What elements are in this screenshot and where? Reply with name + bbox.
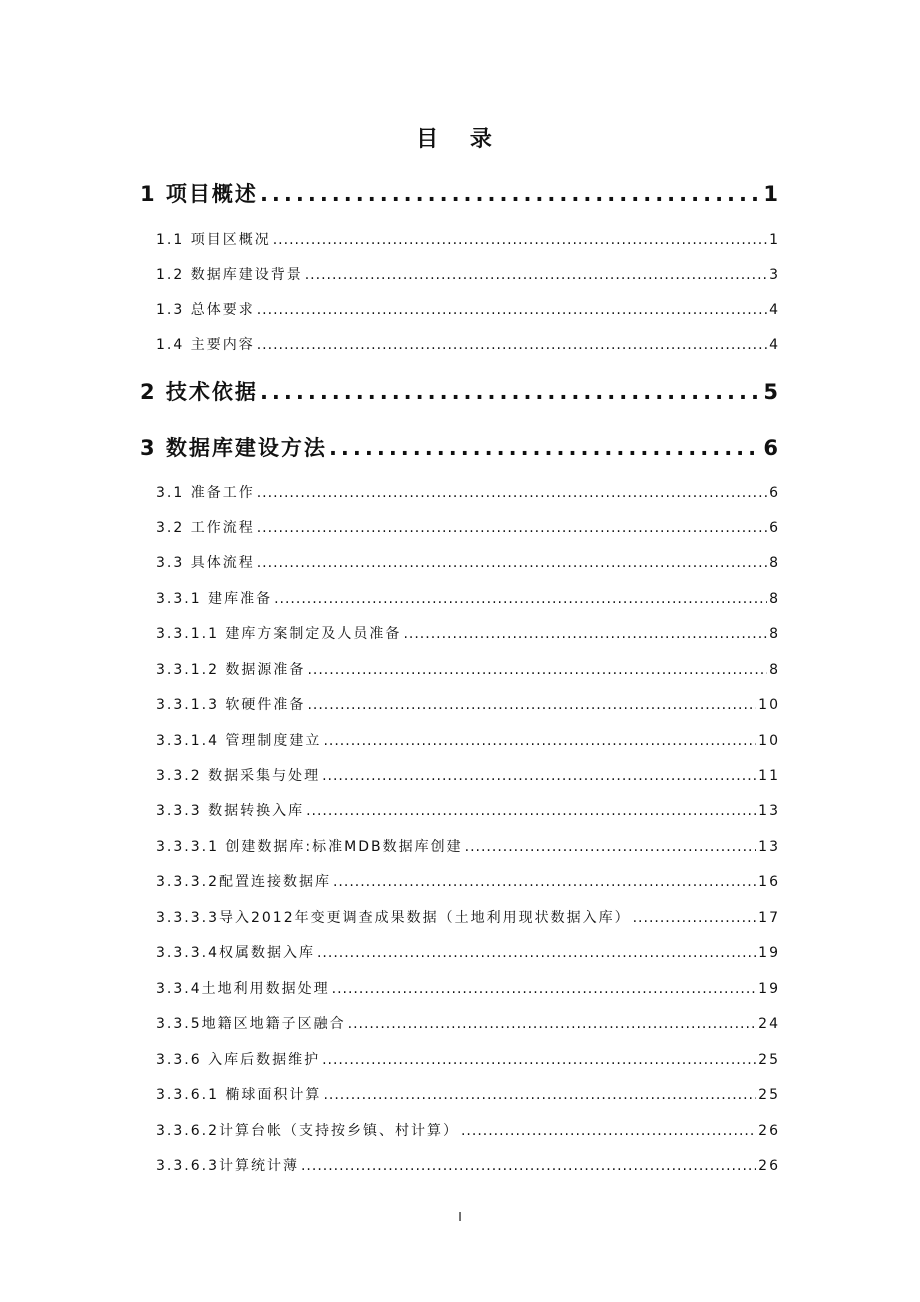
toc-page-number: 26 <box>758 1158 780 1174</box>
toc-label: 3.3.3 数据转换入库 <box>156 803 305 819</box>
leader-dots <box>307 697 756 713</box>
toc-page-number: 5 <box>763 380 780 404</box>
toc-page-number: 8 <box>769 662 780 678</box>
toc-entry-3-3-1-3[interactable] <box>156 694 780 714</box>
toc-page-number: 8 <box>769 591 780 607</box>
toc-page-number: 8 <box>769 555 780 571</box>
toc-entry-1-2[interactable] <box>156 264 780 284</box>
toc-entry-1-4[interactable] <box>156 334 780 354</box>
toc-label: 3.2 工作流程 <box>156 520 255 536</box>
toc-page-number: 10 <box>758 733 780 749</box>
toc-label: 3.1 准备工作 <box>156 485 255 501</box>
toc-label: 1.4 主要内容 <box>156 337 255 353</box>
toc-entry-3-3-3[interactable] <box>156 800 780 820</box>
toc-page-number: 6 <box>769 520 780 536</box>
toc-label: 3.3.1.3 软硬件准备 <box>156 697 306 713</box>
leader-dots <box>465 839 757 855</box>
toc-chapter-1[interactable] <box>140 178 780 208</box>
toc-page-number: 26 <box>758 1123 780 1139</box>
toc-entry-3-3-3-4[interactable] <box>156 942 780 962</box>
toc-label: 3.3.1 建库准备 <box>156 591 273 607</box>
leader-dots <box>260 182 761 206</box>
leader-dots <box>307 662 767 678</box>
leader-dots <box>333 874 756 890</box>
toc-entry-1-3[interactable] <box>156 299 780 319</box>
leader-dots <box>305 267 767 283</box>
toc-page-number: 4 <box>769 337 780 353</box>
toc-entry-3-3-6-1[interactable] <box>156 1084 780 1104</box>
leader-dots <box>260 380 761 404</box>
toc-label: 3.3.3.4权属数据入库 <box>156 945 315 961</box>
leader-dots <box>322 768 756 784</box>
toc-entry-3-3-1[interactable] <box>156 588 780 608</box>
toc-page-number: 6 <box>763 436 780 460</box>
toc-label: 3.3.3.2配置连接数据库 <box>156 874 331 890</box>
toc-label: 3.3.6.1 椭球面积计算 <box>156 1087 322 1103</box>
toc-entry-3-3-6-3[interactable] <box>156 1155 780 1175</box>
toc-label: 3.3.2 数据采集与处理 <box>156 768 321 784</box>
toc-entry-3-3-1-1[interactable] <box>156 623 780 643</box>
toc-page-number: 3 <box>769 267 780 283</box>
leader-dots <box>257 302 767 318</box>
leader-dots <box>301 1158 756 1174</box>
toc-entry-3-3-1-2[interactable] <box>156 659 780 679</box>
toc-entry-3-3-4[interactable] <box>156 978 780 998</box>
toc-label: 1.3 总体要求 <box>156 302 255 318</box>
leader-dots <box>274 591 767 607</box>
toc-label: 2 技术依据 <box>140 380 258 404</box>
toc-page-number: 11 <box>758 768 780 784</box>
toc-label: 3.3.1.2 数据源准备 <box>156 662 306 678</box>
leader-dots <box>257 337 767 353</box>
toc-entry-1-1[interactable] <box>156 229 780 249</box>
leader-dots <box>348 1016 757 1032</box>
toc-label: 3.3.1.4 管理制度建立 <box>156 733 322 749</box>
leader-dots <box>329 436 761 460</box>
toc-label: 1.1 项目区概况 <box>156 232 271 248</box>
leader-dots <box>317 945 756 961</box>
toc-chapter-3[interactable] <box>140 432 780 462</box>
toc-title: 目 录 <box>416 127 504 152</box>
leader-dots <box>322 1052 756 1068</box>
toc-page-number: 17 <box>758 910 780 926</box>
toc-entry-3-1[interactable] <box>156 482 780 502</box>
toc-label: 3 数据库建设方法 <box>140 436 327 460</box>
toc-label: 3.3.3.3导入2012年变更调查成果数据（土地利用现状数据入库） <box>156 910 631 926</box>
toc-entry-3-3-6-2[interactable] <box>156 1120 780 1140</box>
toc-label: 3.3.5地籍区地籍子区融合 <box>156 1016 346 1032</box>
toc-entry-3-3-5[interactable] <box>156 1013 780 1033</box>
toc-label: 3.3.3.1 创建数据库:标准MDB数据库创建 <box>156 839 463 855</box>
leader-dots <box>461 1123 756 1139</box>
toc-page-number: 1 <box>769 232 780 248</box>
toc-page-number: 4 <box>769 302 780 318</box>
toc-page-number: 6 <box>769 485 780 501</box>
toc-entry-3-3-1-4[interactable] <box>156 730 780 750</box>
leader-dots <box>257 520 767 536</box>
leader-dots <box>257 485 767 501</box>
leader-dots <box>306 803 756 819</box>
toc-label: 3.3.6 入库后数据维护 <box>156 1052 321 1068</box>
toc-label: 3.3.1.1 建库方案制定及人员准备 <box>156 626 402 642</box>
toc-entry-3-3-3-2[interactable] <box>156 871 780 891</box>
toc-page-number: 10 <box>758 697 780 713</box>
toc-chapter-2[interactable] <box>140 376 780 406</box>
leader-dots <box>332 981 757 997</box>
toc-entry-3-3-6[interactable] <box>156 1049 780 1069</box>
toc-page-number: 16 <box>758 874 780 890</box>
toc-entry-3-3-3-1[interactable] <box>156 836 780 856</box>
toc-entry-3-3-2[interactable] <box>156 765 780 785</box>
leader-dots <box>323 1087 756 1103</box>
toc-page-number: 25 <box>758 1087 780 1103</box>
toc-page-number: 13 <box>758 803 780 819</box>
leader-dots <box>323 733 756 749</box>
toc-label: 3.3.6.2计算台帐（支持按乡镇、村计算） <box>156 1123 459 1139</box>
leader-dots <box>633 910 757 926</box>
toc-page-number: 1 <box>763 182 780 206</box>
toc-label: 1 项目概述 <box>140 182 258 206</box>
toc-page-number: 13 <box>758 839 780 855</box>
toc-page-number: 25 <box>758 1052 780 1068</box>
toc-label: 1.2 数据库建设背景 <box>156 267 303 283</box>
toc-entry-3-3[interactable] <box>156 552 780 572</box>
toc-label: 3.3 具体流程 <box>156 555 255 571</box>
leader-dots <box>273 232 767 248</box>
toc-page-number: 24 <box>758 1016 780 1032</box>
toc-entry-3-3-3-3[interactable] <box>156 907 780 927</box>
leader-dots <box>403 626 767 642</box>
toc-page-number: 8 <box>769 626 780 642</box>
toc-entry-3-2[interactable] <box>156 517 780 537</box>
leader-dots <box>257 555 767 571</box>
toc-label: 3.3.6.3计算统计薄 <box>156 1158 299 1174</box>
page-footer-number: I <box>458 1210 462 1224</box>
toc-page-number: 19 <box>758 945 780 961</box>
toc-page-number: 19 <box>758 981 780 997</box>
toc-label: 3.3.4土地利用数据处理 <box>156 981 330 997</box>
